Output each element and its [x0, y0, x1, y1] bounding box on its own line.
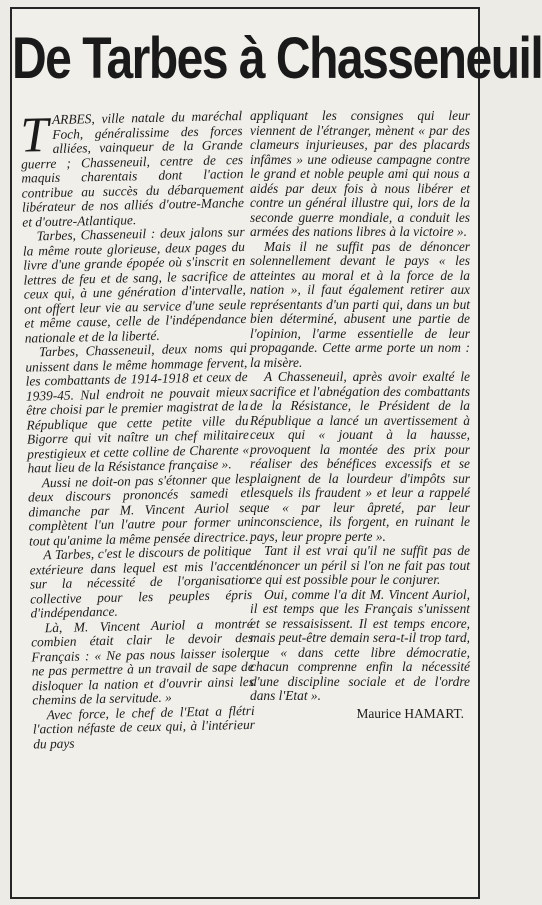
article-paragraph: Tarbes, Chasseneuil, deux noms qui unissent dans le même hommage fervent, les combattants de 1914-1918 et ceux de 1939-45. Nul endroit ne pouvait mieux être choisi par le premier magistrat de la République que cette petite ville du Bigorre qui vit naître un chef militaire prestigieux et cette colline de Charente « haut lieu de la Résistance française ». — [25, 339, 250, 476]
article-paragraph: Oui, comme l'a dit M. Vincent Auriol, il est temps que les Français s'unissent et se ressaisissent. Il est temps encore, mais peut-être demain sera-t-il trop tard, que « dans cette libre démocratie, chacun comprenne enfin la nécessité d'une discipline sociale et de l'ordre dans l'Etat ». — [250, 586, 470, 703]
article-paragraph: Aussi ne doit-on pas s'étonner que les deux discours prononcés samedi et dimanche par M. Vincent Auriol se complètent l'un l'autre pour former un tout qu'anime la même pensée directrice. — [27, 470, 251, 549]
article-column-right — [250, 109, 470, 721]
article-paragraph — [19, 106, 245, 230]
article-column-left — [19, 106, 256, 752]
drop-cap: T — [19, 106, 49, 163]
article-paragraph: Avec force, le chef de l'Etat a flétri l'action néfaste de ceux qui, à l'intérieur du pays — [32, 702, 256, 752]
article-paragraph: Mais il ne suffit pas de dénoncer solennellement devant le pays « les atteintes au moral et à la force de la nation », il faut également retirer aux représentants d'un parti qui, dans un but bien déterminé, abusent une partie de l'opinion, l'arme essentielle de leur propagande. Cette arme porte un nom : la misère. — [250, 238, 470, 370]
article-paragraph: appliquant les consignes qui leur viennent de l'étranger, mènent « par des clameurs injurieuses, par des placards infâmes » une odieuse campagne contre le grand et noble peuple ami qui nous a aidés par deux fois à nous libérer et contre un général illustre qui, lors de la seconde guerre mondiale, a conduit les armées des nations libres à la victoire ». — [250, 108, 470, 239]
article-paragraph: Là, M. Vincent Auriol a montré combien était clair le devoir des Français : « Ne pas nous laisser isoler, ne pas permettre à un travail de sape de disloquer la nation et d'ouvrir ainsi les chemins de la servitude. » — [30, 615, 255, 708]
headline: De Tarbes à Chasseneuil — [12, 26, 542, 92]
article-columns — [12, 106, 478, 899]
article-paragraph: A Tarbes, c'est le discours de politique extérieure dans lequel est mis l'accent sur la nécessité de l'organisation collective pour les peuples épris d'indépendance. — [29, 542, 253, 621]
article-paragraph-text: ARBES, ville natale du maréchal Foch, généralissime des forces alliées, vainqueur de la Grande guerre ; Chasseneuil, centre de ces maquis charentais dont l'action contribue au succès du débarquement libérateur de nos alliés d'outre-Manche et d'outre-Atlantique. — [20, 108, 245, 230]
article-paragraph: Tant il est vrai qu'il ne suffit pas de dénoncer un péril si l'on ne fait pas tout ce qui est possible pour le conjurer. — [250, 543, 470, 587]
author-signature: Maurice HAMART. — [356, 705, 464, 721]
article-paragraph: Tarbes, Chasseneuil : deux jalons sur la même route glorieuse, deux pages du livre d'une grande épopée où s'inscrit en lettres de feu et de sang, le sacrifice de ceux qui, à une génération d'intervalle, ont offert leur vie au service d'une seule et même cause, celle de l'indépendance nationale et de la liberté. — [22, 223, 247, 346]
newspaper-clipping — [10, 7, 542, 899]
article-paragraph: A Chasseneuil, après avoir exalté le sacrifice et l'abnégation des combattants de la Résistance, le Président de la République a lancé un avertissement à ceux qui « jouant à la hausse, provoquent la montée des prix pour réaliser des bénéfices excessifs et se plaignent de la lourdeur d'impôts sur lesquels ils fraudent » et leur a rappelé que « par leur âpreté, par leur inconscience, ils forgent, en ruinant le pays, leur propre perte ». — [250, 369, 470, 544]
